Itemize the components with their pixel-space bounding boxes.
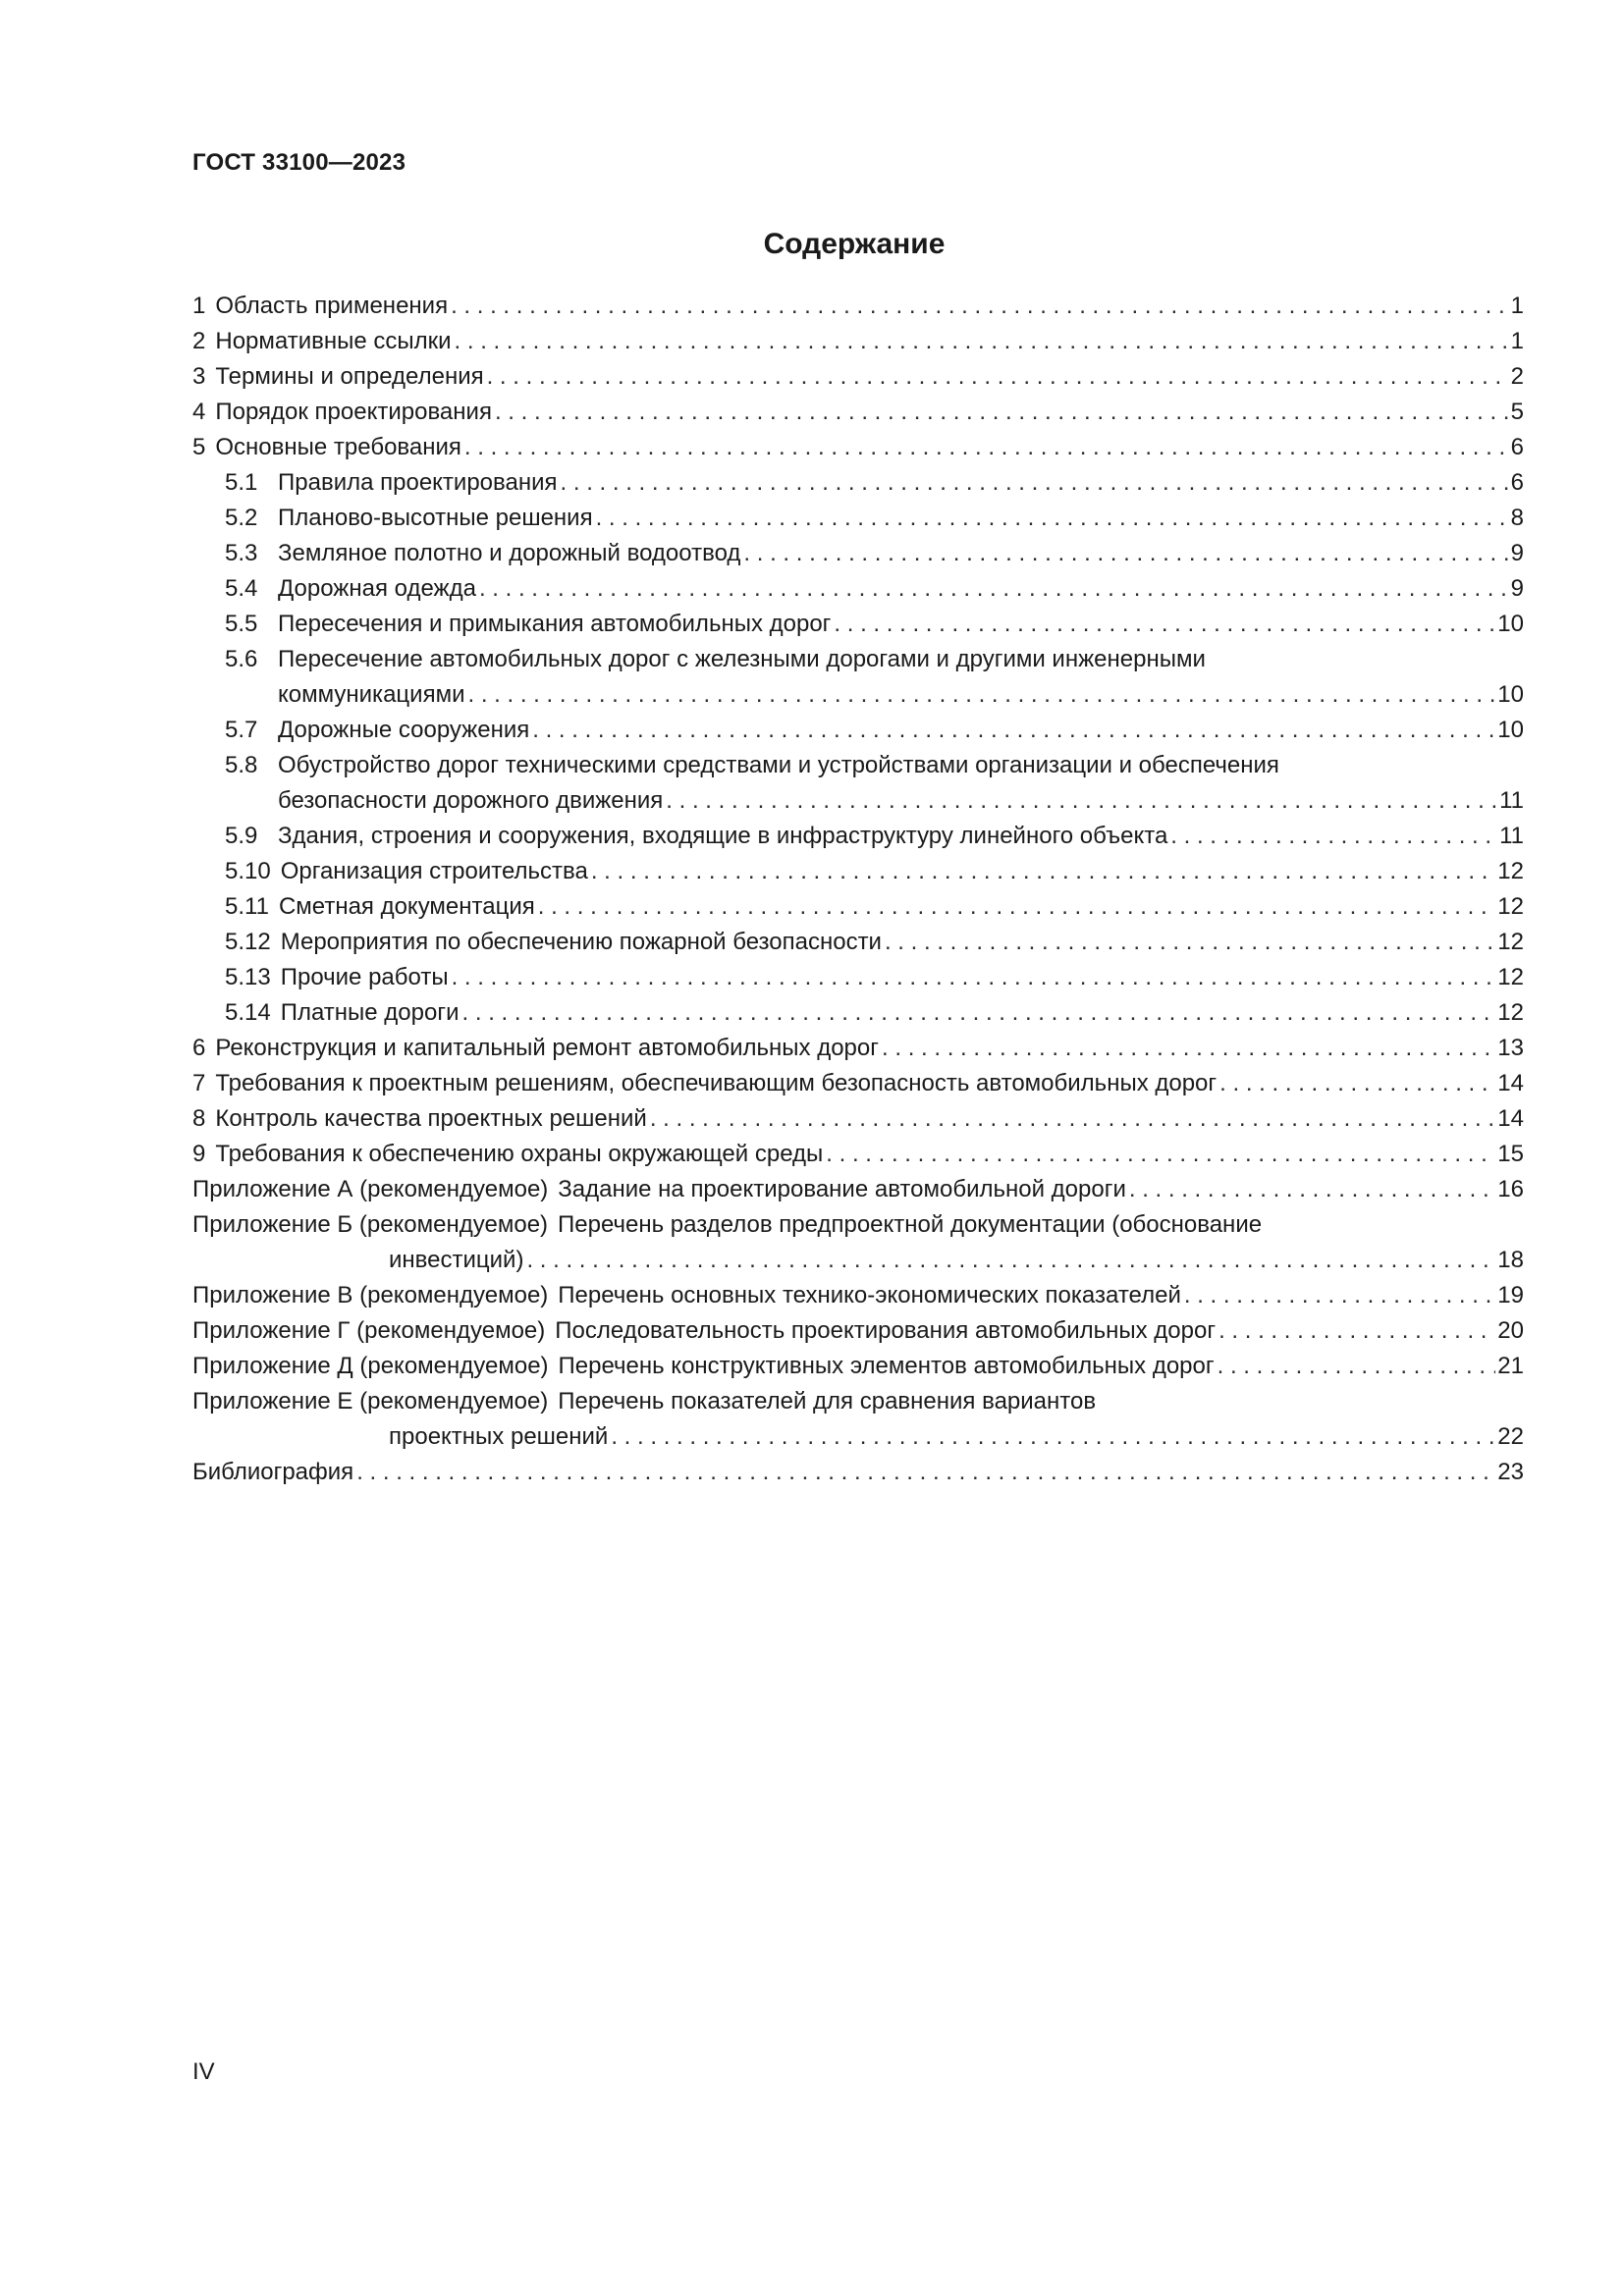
toc-entry-page: 12: [1497, 964, 1524, 990]
toc-entry-number: 2: [192, 328, 206, 354]
toc-entry-number: 4: [192, 399, 206, 425]
dot-leader: [591, 854, 1495, 889]
toc-entry-title: Порядок проектирования: [215, 399, 492, 425]
toc-entry-1[interactable]: [192, 289, 1524, 324]
toc-entry-page: 10: [1497, 717, 1524, 743]
toc-entry-number: 7: [192, 1070, 206, 1096]
dot-leader: [885, 925, 1495, 960]
toc-entry-2[interactable]: [192, 324, 1524, 359]
dot-leader: [882, 1031, 1495, 1066]
toc-entry-page: 19: [1497, 1282, 1524, 1308]
toc-entry-title: Область применения: [215, 293, 449, 319]
toc-entry-page: 10: [1497, 681, 1524, 708]
toc-entry-7[interactable]: [192, 1066, 1524, 1101]
toc-entry-appendix-e[interactable]: [192, 1419, 1524, 1455]
toc-entry-number: 5.5: [225, 611, 258, 637]
dot-leader: [464, 430, 1509, 465]
dot-leader: [743, 536, 1508, 571]
toc-entry-title: Мероприятия по обеспечению пожарной безопасности: [280, 929, 882, 955]
toc-entry-page: 10: [1497, 611, 1524, 637]
toc-entry-5-6[interactable]: [192, 677, 1524, 713]
toc-entry-page: 11: [1499, 823, 1524, 849]
toc-entry-5-7[interactable]: [192, 713, 1524, 748]
toc-entry-5-1[interactable]: [192, 465, 1524, 501]
toc-entry-title: Дорожная одежда: [278, 575, 476, 602]
toc-entry-title: Прочие работы: [280, 964, 449, 990]
dot-leader: [834, 607, 1495, 642]
toc-entry-number: 9: [192, 1141, 206, 1167]
toc-entry-page: 12: [1497, 929, 1524, 955]
toc-entry-number: 5.12: [225, 929, 271, 955]
toc-entry-5-10[interactable]: [192, 854, 1524, 889]
toc-entry-title: Правила проектирования: [278, 469, 558, 496]
dot-leader: [561, 465, 1509, 501]
dot-leader: [1129, 1172, 1495, 1207]
toc-entry-number: 5.6: [225, 646, 258, 672]
dot-leader: [452, 960, 1496, 995]
toc-entry-page: 9: [1510, 540, 1524, 566]
toc-entry-title: Контроль качества проектных решений: [215, 1105, 647, 1132]
dot-leader: [451, 289, 1509, 324]
dot-leader: [1219, 1066, 1495, 1101]
toc-entry-page: 12: [1497, 893, 1524, 920]
toc-entry-number: 8: [192, 1105, 206, 1132]
toc-entry-title: Задание на проектирование автомобильной дороги: [558, 1176, 1126, 1202]
toc-entry-5-12[interactable]: [192, 925, 1524, 960]
toc-entry-title: Планово-высотные решения: [278, 505, 593, 531]
toc-entry-page: 11: [1499, 787, 1524, 814]
dot-leader: [1218, 1313, 1495, 1349]
toc-entry-number: Приложение Е (рекомендуемое): [192, 1388, 549, 1415]
toc-entry-page: 6: [1510, 469, 1524, 496]
toc-entry-number: Приложение Б (рекомендуемое): [192, 1211, 549, 1238]
toc-entry-title: Перечень основных технико-экономических показателей: [558, 1282, 1181, 1308]
dot-leader: [467, 677, 1495, 713]
toc-entry-appendix-b[interactable]: [192, 1243, 1524, 1278]
toc-entry-appendix-e-line1[interactable]: [192, 1384, 1524, 1419]
toc-entry-page: 14: [1497, 1105, 1524, 1132]
dot-leader: [479, 571, 1509, 607]
toc-entry-title-line1: Обустройство дорог техническими средствами и устройствами организации и обеспечения: [278, 752, 1279, 778]
toc-entry-title: Реконструкция и капитальный ремонт автомобильных дорог: [215, 1035, 880, 1061]
toc-entry-number: Приложение Д (рекомендуемое): [192, 1353, 549, 1379]
toc-entry-number: 5: [192, 434, 206, 460]
toc-entry-page: 15: [1497, 1141, 1524, 1167]
toc-entry-title: Сметная документация: [278, 893, 535, 920]
toc-entry-page: 20: [1497, 1317, 1524, 1344]
toc-entry-bibliography[interactable]: [192, 1455, 1524, 1490]
toc-entry-title-line1: Пересечение автомобильных дорог с железными дорогами и другими инженерными: [278, 646, 1206, 672]
toc-entry-appendix-v[interactable]: [192, 1278, 1524, 1313]
toc-entry-page: 1: [1510, 328, 1524, 354]
toc-entry-number: 3: [192, 363, 206, 390]
toc-entry-page: 2: [1510, 363, 1524, 390]
dot-leader: [356, 1455, 1495, 1490]
toc-entry-page: 18: [1497, 1247, 1524, 1273]
toc-entry-page: 6: [1510, 434, 1524, 460]
toc-entry-title: инвестиций): [389, 1247, 524, 1273]
toc-entry-title: Требования к обеспечению охраны окружающей среды: [215, 1141, 824, 1167]
document-code: ГОСТ 33100—2023: [192, 149, 406, 176]
toc-entry-page: 12: [1497, 858, 1524, 884]
toc-entry-title: коммуникациями: [278, 681, 465, 708]
toc-entry-9[interactable]: [192, 1137, 1524, 1172]
toc-entry-title: Библиография: [192, 1459, 354, 1485]
toc-entry-5-11[interactable]: [192, 889, 1524, 925]
dot-leader: [666, 783, 1497, 819]
toc-entry-title: Термины и определения: [215, 363, 484, 390]
toc-entry-5-9[interactable]: [192, 819, 1524, 854]
toc-entry-number: Приложение Г (рекомендуемое): [192, 1317, 546, 1344]
dot-leader: [826, 1137, 1495, 1172]
toc-entry-number: Приложение А (рекомендуемое): [192, 1176, 549, 1202]
toc-entry-appendix-b-line1[interactable]: [192, 1207, 1524, 1243]
toc-entry-number: 5.9: [225, 823, 258, 849]
toc-entry-page: 23: [1497, 1459, 1524, 1485]
toc-entry-title: Пересечения и примыкания автомобильных дорог: [278, 611, 832, 637]
toc-entry-page: 21: [1497, 1353, 1524, 1379]
toc-title: Содержание: [763, 228, 946, 260]
toc-entry-5-5[interactable]: [192, 607, 1524, 642]
toc-entry-8[interactable]: [192, 1101, 1524, 1137]
toc-entry-number: 6: [192, 1035, 206, 1061]
toc-entry-5-14[interactable]: [192, 995, 1524, 1031]
toc-entry-page: 1: [1510, 293, 1524, 319]
dot-leader: [650, 1101, 1495, 1137]
toc-entry-page: 9: [1510, 575, 1524, 602]
toc-entry-5-3[interactable]: [192, 536, 1524, 571]
toc-entry-title: Перечень конструктивных элементов автомобильных дорог: [558, 1353, 1215, 1379]
toc-entry-5-8-line1[interactable]: [192, 748, 1524, 783]
dot-leader: [495, 395, 1509, 430]
toc-entry-title-line1: Перечень показателей для сравнения вариантов: [558, 1388, 1097, 1415]
toc-entry-number: Приложение В (рекомендуемое): [192, 1282, 549, 1308]
toc-entry-5-6-line1[interactable]: [192, 642, 1524, 677]
toc-entry-title: Нормативные ссылки: [215, 328, 452, 354]
dot-leader: [462, 995, 1496, 1031]
toc-entry-3[interactable]: [192, 359, 1524, 395]
page-number: IV: [192, 2058, 215, 2085]
toc-entry-page: 8: [1510, 505, 1524, 531]
toc-entry-5-8[interactable]: [192, 783, 1524, 819]
toc-entry-title: Организация строительства: [280, 858, 588, 884]
toc-entry-page: 22: [1497, 1423, 1524, 1450]
toc-entry-5-4[interactable]: [192, 571, 1524, 607]
toc-entry-title: проектных решений: [389, 1423, 609, 1450]
toc-entry-title: Последовательность проектирования автомобильных дорог: [555, 1317, 1217, 1344]
toc-entry-title: Дорожные сооружения: [278, 717, 530, 743]
toc-entry-number: 5.4: [225, 575, 258, 602]
toc-entry-appendix-d[interactable]: [192, 1349, 1524, 1384]
toc-entry-number: 5.2: [225, 505, 258, 531]
toc-entry-title: Платные дороги: [280, 999, 460, 1026]
dot-leader: [1170, 819, 1497, 854]
toc-entry-number: 5.7: [225, 717, 258, 743]
toc-entry-number: 5.11: [225, 893, 269, 920]
toc-entry-number: 5.14: [225, 999, 271, 1026]
toc-entry-title: Здания, строения и сооружения, входящие в инфраструктуру линейного объекта: [278, 823, 1168, 849]
toc-entry-page: 13: [1497, 1035, 1524, 1061]
toc-entry-number: 5.13: [225, 964, 271, 990]
toc-entry-number: 5.3: [225, 540, 258, 566]
toc-entry-5-2[interactable]: [192, 501, 1524, 536]
dot-leader: [1218, 1349, 1496, 1384]
dot-leader: [487, 359, 1509, 395]
toc-entry-page: 14: [1497, 1070, 1524, 1096]
toc-entry-4[interactable]: [192, 395, 1524, 430]
dot-leader: [538, 889, 1496, 925]
dot-leader: [611, 1419, 1495, 1455]
toc-entry-number: 5.10: [225, 858, 271, 884]
dot-leader: [526, 1243, 1495, 1278]
toc-entry-title-line1: Перечень разделов предпроектной документации (обоснование: [558, 1211, 1263, 1238]
toc-entry-title: Основные требования: [215, 434, 461, 460]
toc-entry-appendix-g[interactable]: [192, 1313, 1524, 1349]
toc-entry-number: 5.1: [225, 469, 258, 496]
dot-leader: [596, 501, 1509, 536]
table-of-contents: [192, 289, 1524, 1490]
toc-entry-6[interactable]: [192, 1031, 1524, 1066]
toc-entry-title: Требования к проектным решениям, обеспечивающим безопасность автомобильных дорог: [215, 1070, 1218, 1096]
toc-entry-number: 1: [192, 293, 206, 319]
toc-entry-title: безопасности дорожного движения: [278, 787, 664, 814]
toc-entry-5[interactable]: [192, 430, 1524, 465]
toc-entry-appendix-a[interactable]: [192, 1172, 1524, 1207]
dot-leader: [532, 713, 1495, 748]
toc-entry-page: 12: [1497, 999, 1524, 1026]
toc-entry-title: Земляное полотно и дорожный водоотвод: [278, 540, 741, 566]
toc-entry-5-13[interactable]: [192, 960, 1524, 995]
toc-entry-page: 5: [1510, 399, 1524, 425]
dot-leader: [1184, 1278, 1495, 1313]
toc-entry-page: 16: [1497, 1176, 1524, 1202]
dot-leader: [455, 324, 1509, 359]
toc-entry-number: 5.8: [225, 752, 258, 778]
